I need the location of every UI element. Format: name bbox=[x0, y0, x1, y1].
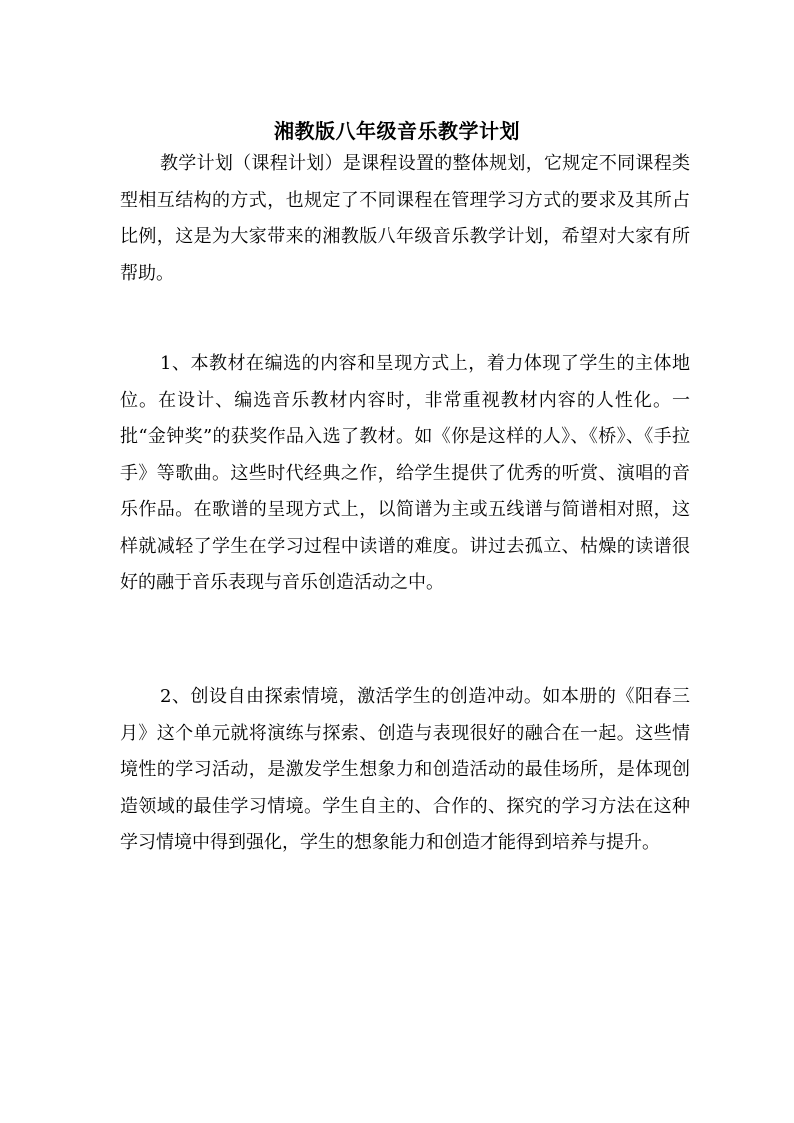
document-title: 湘教版八年级音乐教学计划 bbox=[274, 119, 520, 144]
point-two-paragraph: 2、创设自由探索情境，激活学生的创造冲动。如本册的《阳春三月》这个单元就将演练与探索、创造与表现很好的融合在一起。这些情境性的学习活动，是激发学生想象力和创造活动的最佳场所，是体现创造领域的最佳学习情境。学生自主的、合作的、探究的学习方法在这种学习情境中得到强化，学生的想象能力和创造才能得到培养与提升。 bbox=[120, 686, 690, 853]
point-one-paragraph: 1、本教材在编选的内容和呈现方式上，着力体现了学生的主体地位。在设计、编选音乐教材内容时，非常重视教材内容的人性化。一批“金钟奖”的获奖作品入选了教材。如《你是这样的人》、《桥》、《手拉手》等歌曲。这些时代经典之作，给学生提供了优秀的听赏、演唱的音乐作品。在歌谱的呈现方式上，以简谱为主或五线谱与简谱相对照，这样就减轻了学生在学习过程中读谱的难度。讲过去孤立、枯燥的读谱很好的融于音乐表现与音乐创造活动之中。 bbox=[120, 353, 690, 593]
intro-paragraph: 教学计划（课程计划）是课程设置的整体规划，它规定不同课程类型相互结构的方式，也规定了不同课程在管理学习方式的要求及其所占比例，这是为大家带来的湘教版八年级音乐教学计划，希望对大家有所帮助。 bbox=[120, 153, 690, 284]
